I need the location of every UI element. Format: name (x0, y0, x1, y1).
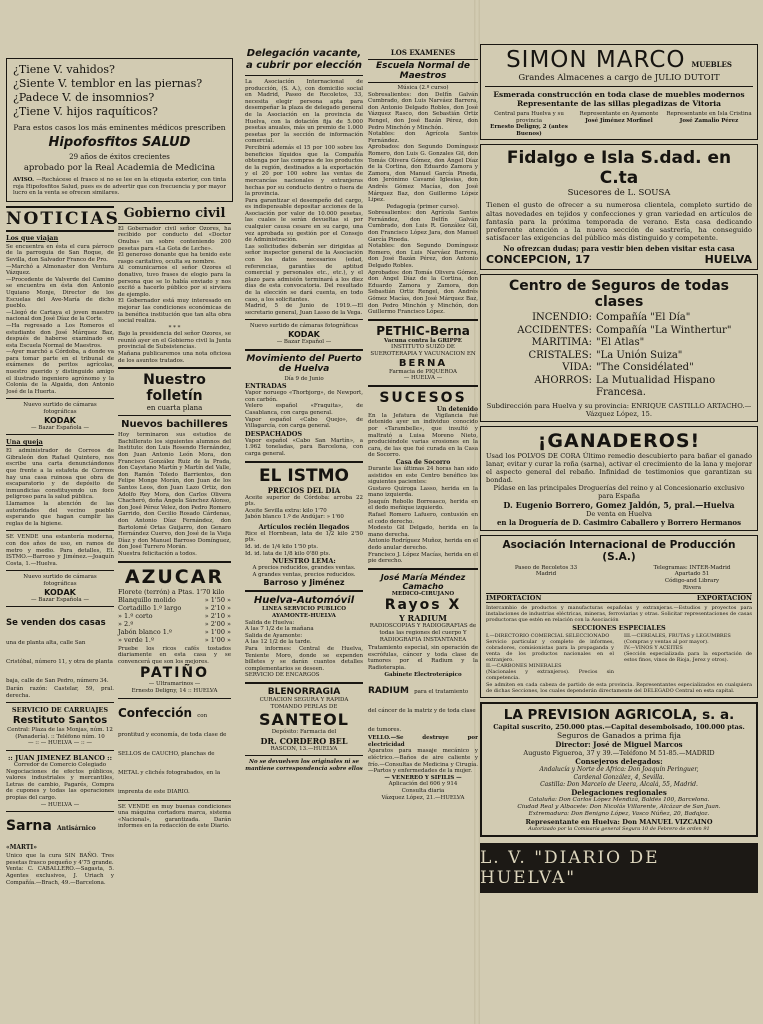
radium-block (368, 678, 478, 735)
rayos-p2: Aparatos para masaje mecánico y eléctrico.—Baños de aire caliente y frío.—Consultas de Medicina y Cirugía.—Partos y enfermedades de la mujer. (368, 748, 478, 775)
seguros-row: MARITIMA: "El Atlas" (531, 337, 645, 349)
escuela-title: Escuela Normal de Maestros (368, 59, 478, 83)
kodak2-line: Nuevo surtido de cámaras fotográficas (23, 574, 97, 587)
gobierno-column (118, 206, 231, 886)
noticias-p2: —Marchó a Almonaster don Ventura Vázquez. (6, 263, 114, 277)
fidalgo-title: Fidalgo e Isla S.dad. en C.ta (506, 148, 732, 189)
fidalgo-text: Tienen el gusto de ofrecer a su numerosa clientela, completo surtido de altas novedades en tejidos y confecciones y gran variedad en artículos de fantasía para la próxima temporada de verano. Esta casa dedicando preferente atención a la nueva sección de sastrería, ha conseguido satisfacer las exigencias del público más distinguido y competente. (486, 201, 752, 243)
ganaderos-name: D. Eugenio Borrero, Gomez Jaldón, 5, pral.—Huelva (503, 499, 735, 510)
autorizado-line: Autorizado por la Comisaría general Segura 10 de Febrero de orden 91 (528, 826, 710, 833)
tonic-ad (6, 58, 233, 202)
ganaderos-drog: en la Droguería de D. Casimiro Caballero y Borrero Hermanos (496, 517, 742, 527)
azucar-row: Blanquillo molido » 1'50 » (118, 595, 231, 604)
asociacion-ad (480, 535, 758, 698)
mendez-sub: MEDICO-CIRUJANO (391, 590, 455, 597)
venereo-text: Aplicación del 606 y 914 (388, 781, 458, 788)
rayos-p1: Tratamiento especial, sin operación de escrófulas, cáncer y toda clase de tumores por el Radium y la Radioterapia. (368, 645, 478, 671)
kodak-line: Nuevo surtido de cámaras fotográficas (23, 402, 97, 416)
gobierno-p1: El Gobernador civil señor Ozores, ha recibido por conducto del «Doctor Onuba» un sobre conteniendo 200 pesetas para «La Gota de Leche». (118, 225, 231, 252)
seguros-title: Centro de Seguros de todas clases (508, 278, 729, 311)
seguros-row: CRISTALES: "La Unión Suiza" (528, 349, 683, 361)
noticias-p3: —Procedente de Valverde del Camino se encuentra en ésta don Antonio Uquiano Monje, Director de los Escuelas del Ave-María de dicho pueblo. (6, 276, 114, 310)
sale-shelving: SE VENDE una estantería moderna, con dos años de uso, en ramos de metro y medio. Para detalles, EL ISTMO.—Barroso y Jiménez.—Joaquín Costa, 1.—Huelva. (6, 534, 114, 567)
delegacion-date: Madrid, 5 de Junio de 1919.—El secretario general, Juan Lasso de la Vega. (245, 303, 363, 316)
fidalgo-ad (480, 144, 758, 270)
seguros-sub: Subdirección para Huelva y su provincia: ENRIQUE CASTILLO ARTACHO.—Vázquez López, 15. (486, 401, 752, 418)
noticias-sub2: Una queja (6, 438, 43, 447)
berna-title: BERNA (398, 357, 448, 369)
examenes-title: LOS EXAMENES (390, 48, 456, 57)
jimenez-sub: Corredor de Comercio Colegiado (13, 762, 107, 769)
prevision-title: LA PREVISION AGRICOLA, s. a. (503, 707, 735, 724)
delegacion-p1: La Asociación Internacional de producción, (S. A.), con domicilio social en Madrid, Paseo de Recoletos, 33, necesita elegir persona apta para desempeñar la plaza de delegado general de la Asociación en la provincia de Huelva, con la dotación fija de 5.000 pesetas anuales, más un premio de 1.000 pesetas por la sección de información comercial. (245, 79, 363, 145)
simon-side: MUEBLES (691, 60, 732, 69)
azucar-row: » verde 1.º » 1'00 » (118, 635, 231, 644)
column-3 (368, 48, 478, 801)
gobierno-p3: Al comunicarnos el señor Ozores el donativo, tuvo frases de elogio para la persona que se lo había enviado y nos excitó a hacerlo público por si sirviera de ejemplo. (118, 265, 231, 298)
exportacion-label: EXPORTACION (696, 594, 752, 603)
restituto-line1: Central: Plaza de las Monjas, núm. 12 (Panadería). :: Teléfono núm. 10 (7, 727, 113, 740)
blenorragia-title: BLENORRAGIA (267, 686, 341, 697)
jimenez-name: :: JUAN JIMENEZ BLANCO :: (8, 754, 112, 763)
despachados-text: Vapor español «Cabo San Martín», a 1.962 toneladas, para Barcelona, con carga general. (245, 437, 363, 457)
istmo-arts: Rice el Hornbean, lata de 1/2 kilo 2'50 pts. Id. id. de 1/4 kilo 1'50 pts. Id. id. lata de 1/8 kilo 0'80 pts. (245, 530, 363, 557)
ganaderos-text: Usad los POLVOS DE CORA Último remedio descubierto para bañar el ganado lanar, evitar y curar la roña (sarna), activar el crecimiento de la lana y mejorar el aspecto general del rebaño. Infinidad de testimonios que garantizan su bondad. (486, 451, 752, 484)
blenorragia-sub: CURACION SEGURA Y RAPIDA TOMANDO PERLAS DE (259, 696, 349, 710)
ganaderos-venta: De venta en Huelva (586, 509, 652, 518)
noticias-p4: —Llegó de Cartaya el joven maestro nacional don José Díaz de la Corte. (6, 309, 114, 323)
istmo-prices (245, 495, 363, 521)
pethic-far: Farmacia de PIQUEROA (389, 368, 457, 375)
delegacion-p4: Las solicitudes deberán ser dirigidas al señor inspector general de la Asociación con los datos necesarios (edad, referencias, garantías de aptitud comercial y personales etc., etc.), y el plazo para admisión terminará a los diez días de esta convocatoria. Del resultado de la elección se dará cuenta, en todo caso, a los solicitantes. (245, 243, 363, 303)
azucar-row: Cortadillo 1.º largo » 2'10 » (118, 603, 231, 612)
carriage-service: SERVICIO DE CARRUAJES (11, 706, 109, 715)
jimenez-city: — HUELVA — (40, 801, 80, 808)
istmo-sub: PRECIOS DEL DIA (267, 485, 341, 495)
tonic-intro: Para estos casos los más eminentes médicos prescriben (13, 123, 226, 132)
noticias-p1: Se encuentra en ésta el cura párroco de la parroquia de San Roque, de Sevilla, don Salvador Franco de Pro. (6, 243, 114, 263)
pethic-city: — HUELVA — (403, 375, 443, 382)
noticias-sub1: Los que viajan (6, 233, 59, 242)
simon-col: Representante en Isla Cristina José Zamalio Pérez (666, 111, 752, 124)
sucesos-p1: En la Jefatura de Vigilancia fué detenido ayer un individuo conocido por «Tarambelle», que insultó y maltrató a Luisa Moreno Nieto, produciéndole varias erosiones en la cara, de las que fué curada en la Casa de Socorro. (368, 412, 478, 459)
delegaciones-label: Delegaciones regionales (571, 788, 667, 798)
sucesos-p3: Gustavo Quiroga Lasso, herida en la mano izquierda. (368, 485, 478, 499)
automovil-sub: LINEA SERVICIO PUBLICO (261, 606, 347, 613)
sucesos-p8: Francisco J. López Macías, herida en el pie derecho. (368, 551, 478, 565)
azucar-row: » 1.º corto » 2'10 » (118, 611, 231, 620)
escuela-p3: Aprobados: don Segundo Domínguez Romero, don Luis G. Gonzales Gil, don Tomás Olivera Gómez, don Ángel Díaz de la Cortina, don Eduardo Zamora y Zamora, don Manuel García Pineda, don Jerónimo Cavamé Iglesias, don Andrés Gómez Macías, don José Márquez Baz, don Guillermo López Lipez. (368, 144, 478, 204)
sarna-text: Unico que la cura SIN BAÑO. Tres pesetas frasco pequeño y 4'75 grande. (6, 853, 114, 866)
prevision-cap: Capital suscrito, 250.000 ptas.—Capital desembolsado, 100.000 ptas. (493, 723, 745, 732)
kodak-brand: KODAK (44, 415, 76, 425)
seguros-ad (480, 274, 758, 422)
sale-houses (6, 610, 114, 699)
question-2: ¿Siente V. temblor en las piernas? (13, 77, 203, 90)
bachilleres-text: Hoy terminaron sus estudios de Bachillerato los siguientes alumnos del Instituto: don Luis Rosendo Hernández, don Juan Antonio León Mora, don Francisco González Ruiz de la Prada, don Cayetano Martín y Martín del Valle, don Ramón Toledo Barrientos, don Felipe Monge Morán, don Juan de los Santos Leos, don Juan Lazo Ortiz, don Adolfo Rey Mora, don Carlos Olivera Chacheró, doña Ángela Sánchez Alonso, don José Pérez Velez, don Pedro Romero Garrido, don Cecilio Rosado Cárdenas, don Antonio Díaz Fernández, don Bartolomé Ortas Guijarro, don Genaro Hernández Cuervo, don José de la Vieja Díaz y don Manuel Barroso Domínguez, don José Turrero Morán. (118, 432, 231, 551)
ganaderos-p2: Pídase en las principales Droguerías del reino y al Concesionario exclusivo para España (493, 483, 745, 500)
musica-label: Música (2.º curso) (397, 85, 449, 91)
gabinete-label: Gabinete Electroterápico (384, 671, 462, 678)
tonic-notice (13, 177, 226, 197)
simon-text: Esmerada construcción en toda clase de muebles modernos (493, 90, 745, 99)
simon-col: Representante en Ayamonte José Jiménez Morfinel (579, 111, 659, 124)
noticias-title: NOTICIAS (6, 206, 114, 232)
mendez-title: José María Méndez Camacho (380, 572, 466, 591)
secciones-label: SECCIONES ESPECIALES (572, 624, 666, 633)
prevision-dir: Director: José de Miguel Marcos (555, 740, 683, 750)
sucesos-title: SUCESOS (379, 389, 467, 406)
asoc-right: Telegramas: INTER-Madrid Apartado 51 Código-and Library Rivera (653, 564, 731, 591)
istmo-owners: Barroso y Jiménez (263, 578, 345, 588)
column-4 (480, 44, 758, 893)
footer-banner (480, 843, 758, 893)
simon-col: Central para Huelva y su provincia Ernesto Deligny, 2 (antes Buenos) (490, 111, 568, 137)
escuela-p6: Aprobados: don Tomás Olivera Gómez, don Ángel Díaz de la Cortina, don Eduardo Zamora y Zamora, don Sebastián Ortiz Rengel, don Andrés Gómez Macías, don José Márquez Baz, don Pedro Minchón y Minchón, don Guillermo Francisco López. (368, 269, 478, 316)
sarna-venta: Venta: C. CABALLERO.—Sagasta, 5. Agentes exclusivos, J. Uriach y Compañía.—Brach, 49.—Barcelona. (6, 866, 114, 886)
sec-left: I.—DIRECTORIO COMERCIAL SELECCIONADO Servicio particular y completo de informes, cobradores, comisionistas para la propaganda y venta de los productos nacionales en el extranjero. II.—CARBONES MINERALES (Nacionales y extranjeros). Precios sin competencia. (486, 633, 614, 682)
prevision-sub: Seguros de Ganados a prima fija (557, 731, 681, 741)
noticias-column (6, 206, 120, 886)
noticias-p5: —Ha regresado a Los Romeros el estudiante don José Márquez Baz, después de haberse examinado en esta Escuela Normal de Maestros. (6, 322, 114, 349)
simon-header (485, 47, 753, 73)
jimenez-text: Negociaciones de efectos públicos, valores industriales y mercantiles, Letras de cambio, Pagarés, Compra de cupones y todas las operaciones propias del cargo. (6, 768, 114, 802)
consejeros-text: Andalucía y Norte de Africa: Don Joaquín Peringuer, Cardenal González, 4, Sevilla. Castilla: Don Marcelo de Ueera, Alcalá, 55, Madrid. (539, 766, 699, 788)
istmo-row: Aceite superior de Córdoba: arroba 22 pts. (245, 494, 363, 508)
azucar-title: AZUCAR (124, 565, 225, 588)
radium-text: para el tratamiento del cáncer de la matriz y de toda clase de tumores. (368, 689, 476, 734)
noticias-p7: El administrador de Correos de Gibraleón don Rafael Quintero, nos escribe una carta denunciándonos que frente a la estafeta de Correos hay una casa ruinosa que obra de escaparatorio y de depósito de inmundicias constituyendo un foco peligroso para la salud pública. (6, 448, 114, 501)
pethic-inst: INSTITUTO SUIZO DE SUEROTERAPIA Y VACUNACION EN (370, 344, 476, 357)
patino-title: PATIÑO (139, 665, 210, 682)
puerto-date: Día 9 de Junio (284, 375, 324, 382)
bachilleres-title: Nuevos bachilleres (121, 419, 228, 431)
simon-sub: Grandes Almacenes a cargo de JULIO DUTOIT (518, 73, 720, 83)
santeol-dr: DR. CORDERO BEL (260, 735, 348, 746)
kodak-line-2: Nuevo surtido de cámaras fotográficas (249, 323, 359, 330)
consejeros-label: Consejeros delegados: (575, 757, 663, 767)
santeol-dep: Depósito: Farmacia del (271, 729, 337, 736)
folletin-sub: en cuarta plana (146, 404, 203, 413)
tonic-product: Hipofosfitos SALUD (48, 135, 191, 150)
delegacion-title: Delegación vacante, a cubrir por elección (246, 48, 362, 71)
confeccion-ad (118, 702, 231, 797)
mendez-addr: Vázquez López, 21.—HUELVA (381, 794, 465, 801)
asoc-title: Asociación Internacional de Producción (S.A.) (502, 538, 736, 563)
folletin-title: Nuestro folletín (143, 372, 206, 405)
question-3: ¿Padece V. de insomnios? (13, 91, 155, 104)
gobierno-title: Gobierno civil (118, 206, 231, 224)
pethic-title: PETHIC-Berna (376, 323, 470, 338)
sucesos-p4: Joaquín Rebollo Borreasco, herida en el dedo meñique izquierdo. (368, 498, 478, 512)
confeccion-title: Confección (118, 705, 193, 720)
tonic-years: 29 años de éxitos crecientes (69, 153, 170, 161)
seguros-row: INCENDIO: Compañía "El Día" (532, 312, 691, 324)
vello-line: VELLO.—Se destruye por electricidad (368, 735, 478, 748)
automovil-title: Huelva-Automóvil (253, 595, 355, 607)
gobierno-p5: Bajo la presidencia del señor Ozores, se reunió ayer en el Gobierno civil la Junta provincial de Subsistencias. (118, 331, 231, 351)
bachilleres-end: Nuestra felicitación a todos. (118, 550, 197, 557)
secciones-cols (486, 633, 752, 681)
notice-text: —Rechácese el frasco si no se lee en la etiqueta exterior, con tinta roja Hipofosfitos Salud, pues es de advertir que con frecuencia y por mayor lucro en la venta se ofrecen similares. (13, 177, 227, 197)
confeccion-text: con prontitud y economía, de toda clase de SELLOS de CAUCHO, planchas de METAL y clichés fotograbados, en la imprenta de este DIARIO. (118, 712, 227, 795)
azucar-note: Pruebe los ricos cafés tostados diariamente en esta casa y se convencerá que son los mejores. (118, 645, 231, 665)
entradas-label: ENTRADAS (245, 382, 287, 391)
azucar-row: » 2.º » 2'00 » (118, 619, 231, 628)
santeol-title: SANTEOL (259, 710, 349, 730)
vende-machine: SE VENDE en muy buenas condiciones una máquina cortadora marca, sistema «Nacional», garantizada. Darán informes en la redacción de este Diario. (118, 803, 231, 830)
gobierno-p6: Mañana publicaremos una nota oficiosa de los asuntos tratados. (118, 351, 231, 364)
kodak-brand-2: KODAK (288, 329, 320, 339)
kodak-addr: — Bazar Española — (31, 424, 89, 431)
istmo-title: EL ISTMO (259, 465, 349, 486)
ganaderos-title: ¡GANADEROS! (537, 429, 701, 452)
istmo-lema-text: A precios reducidos, grandes ventas. A grandes ventas, precios reducidos. (252, 565, 356, 578)
noticias-p6: —Ayer marchó a Córdoba, a donde va para tomar parte en el tribunal de exámenes de peritos agrícolas, nuestro querido y distinguido amigo el ilustrado ingeniero agrónomo y la Colonia de la Algaida, don Antonio José de la Huerta. (6, 349, 114, 395)
escuela-p1: Sobresalientes: don Delfín Galván Cumbrado, don Luis Narváez Barrera, don Antonio Delgado Robles, don José Vázquez Rasco, don Sebastián Ortiz Rengel, don José Bazán Pérez, don Pedro Minchón y Minchón. (368, 91, 478, 131)
istmo-row: Jabón blanco 1.º de Andújar: » 1'60 (245, 514, 344, 521)
azucar-price-list (118, 588, 231, 644)
prevision-dir-addr: Augusto Figueroa, 37 y 39.—Teléfono M 51-85.—MADRID (523, 749, 715, 758)
notice-label: AVISO. (13, 177, 35, 183)
kodak-addr-2: — Bazar Español — (276, 338, 332, 345)
gobierno-p4: El Gobernador está muy interesado en mejorar las condiciones económicas de la benéfica institución que tan alta obra social realiza. (118, 298, 231, 325)
rayos-text: RADIOSCOPIAS Y RADIOGRAFIAS de todas las regiones del cuerpo Y RADIOGRAFIA INSTANTANEA (369, 623, 477, 643)
santeol-addr: RASCON, 13.—HUELVA (270, 745, 338, 752)
fidalgo-note: No ofrezcan dudas; para vestir bien deben visitar esta casa (503, 244, 735, 254)
column-1 (6, 58, 233, 886)
automovil-route: AYAMONTE-HUELVA (272, 613, 336, 620)
venereo-label: — VENEREO Y SIFILIS — (384, 774, 462, 781)
fidalgo-addr: CONCEPCION, 17 (486, 253, 591, 267)
puerto-title: Movimiento del Puerto de Huelva (246, 353, 362, 374)
noticias-p8: Llamamos la atención de las autoridades del vecino pueblo esperando que hagan cumplir las reglas de la higiene. (6, 500, 114, 527)
asoc-left: Paseo de Recoletos 33 Madrid (514, 564, 578, 578)
escuela-p5: Notables: don Segundo Domínguez Romero, don Luis Narváez Barrera, don José Bazán Pérez, don Antonio Delgado Robles. (368, 243, 478, 270)
restituto-name: Restituto Santos (12, 715, 108, 727)
seguros-row: AHORROS: La Mutualidad Hispano Francesa. (534, 374, 716, 399)
sucesos-p6: Modesto Gil Delgado, herida en la mano derecha. (368, 525, 478, 538)
tonic-questions (13, 63, 226, 119)
delegacion-p2: Percibirá además el 15 por 100 sobre los beneficios líquidos que la Compañía obtenga por las compras de los productos de la región, destinados a la exportación y el 20 por 100 sobre las ventas de mercancías nacionales y extranjeras hechas por su conducto dentro o fuera de la provincia. (245, 144, 363, 198)
ganaderos-ad (480, 426, 758, 531)
pedagogia-label: Pedagogía (primer curso). (386, 203, 460, 210)
consulta-label: Consulta diaria (401, 787, 445, 794)
detenido-label: Un detenido (436, 405, 478, 413)
restituto-line2: — :: — HUELVA — :: — (28, 740, 92, 747)
escuela-p4: Sobresalientes: don Agrícola Santos Fernández, don Delfín Galván Cumbrado, don Luis R. González Gil, don Francisco López Jara, don Manuel García Pineda. (368, 210, 478, 243)
automovil-text: Salida de Huelva: A las 7 1/2 de la mañana Salida de Ayamonte: A las 12 1/2 de la tarde. Para informes: Central de Huelva, Teniente Moro, donde se expenden billetes y se darán cuantos detalles complementarios se deseen. SERVICIO DE ENCARGOS (245, 619, 363, 679)
sarna-brand: Antisárnico «MARTI» (6, 825, 96, 852)
sale-houses-info: Darán razón: Castelar, 59, pral. derecha. (6, 686, 114, 699)
sec-right: III.—CEREALES, FRUTAS y LEGUMBRES (Compras y ventas al por mayor). IV.—VINOS Y ACEITES (Sección especializada para la exportación de estos finos, vinos de Rioja, Jerez y otros). (624, 633, 752, 664)
no-return-note: No se devuelven los originales ni se mantiene correspondencia sobre ellos (245, 759, 363, 772)
sarna-ad (6, 815, 114, 886)
importacion-label: IMPORTACION (486, 594, 542, 603)
question-4: ¿Tiene V. hijos raquíticos? (13, 105, 158, 118)
kodak2-addr: — Bazar Española — (31, 596, 89, 603)
simon-cols (485, 111, 753, 137)
column-2 (245, 48, 363, 773)
col1-split (6, 206, 233, 886)
sale-houses-title: Se venden dos casas (6, 618, 106, 629)
sale-houses-text: una de planta alta, calle San Cristóbal, número 11, y otra de planta baja, calle de San Pedro, número 34. (6, 640, 113, 685)
asoc-contact (486, 565, 752, 591)
radium-title: Y RADIUM (399, 613, 447, 624)
question-1: ¿Tiene V. vahidos? (13, 63, 115, 76)
rayos-title: Rayos X (384, 597, 462, 614)
entradas-text: Vapor noruego «Thorbjorg», de Newport, con carbón. Velero español «Fraquita», de Casablanca, con carga general. Vapor español «Cabo Quejo», de Villagarcía, con carga general. (245, 390, 363, 430)
asoc-foot: Se admiten en cada cabeza de partido de esta provincia. Representantes especializados en cualquiera de dichas Secciones, los cuales dependerán directamente del DELEGADO Central en esta capital. (486, 682, 752, 695)
casa-socorro-label: Casa de Socorro (395, 458, 451, 466)
sucesos-p7: Antonio Rodríguez Muñoz, herida en el dedo anular derecho. (368, 538, 478, 552)
simon-rep: Representante de las sillas plegadizas de Vitoria (517, 99, 721, 108)
delegacion-p3: Para garantizar el desempeño del cargo, es indispensable depositar acciones de la Asociación por valor de 10.000 pesetas, las cuales le serán devueltas si por cualquier causa cesare en su cargo, una vez aprobada su gestión por el Consejo de Administración. (245, 197, 363, 244)
istmo-lema: NUESTRO LEMA: (272, 557, 336, 566)
despachados-label: DESPACHADOS (245, 429, 303, 438)
sucesos-p5: Rafael Romero Lafuero, contusión en el codo derecho. (368, 512, 478, 525)
tonic-approval: aprobado por la Real Academia de Medicina (23, 163, 216, 173)
radium-word: RADIUM (368, 686, 409, 697)
simon-marco-ad (480, 44, 758, 140)
seguros-list (486, 312, 752, 400)
asoc-imp-exp (486, 593, 752, 603)
istmo-art: Artículos recién llegados (258, 522, 350, 531)
azucar-row: Florete (terrón) a Ptas. 1'70 kilo (118, 587, 225, 596)
azucar-row: Jabón blanco 1.º » 1'00 » (118, 627, 231, 636)
escuela-p2: Notables: don Agrícola Santos Fernández. (368, 131, 478, 144)
representante-line: Representante en Huelva: Don MANUEL VIZCAINO (525, 818, 713, 827)
gobierno-stars: * * * (168, 324, 181, 331)
patino-addr: Ernesto Deligny, 14 :: HUELVA (131, 687, 218, 694)
gobierno-p2: El generoso donante que ha tenido este rasgo caritativo, oculta su nombre. (118, 252, 231, 265)
fidalgo-city: HUELVA (704, 253, 752, 267)
prevision-ad (480, 702, 758, 837)
sucesos-p2: Durante las últimas 24 horas han sido asistidos en este Centro benéfico los siguientes pacientes: (368, 465, 478, 486)
fidalgo-address (486, 253, 752, 266)
seguros-row: VIDA: "The Considélated" (562, 362, 694, 374)
patino-sub: — Ultramarinos — (148, 681, 201, 688)
seguros-row: ACCIDENTES: Compañía "La Winthertur" (517, 324, 732, 336)
sarna-title: Sarna (6, 818, 52, 835)
asoc-text: Intercambio de productos y manufacturas españolas y extranjeras.—Estudios y proyectos para instalaciones de industrias eléctricas, mineras, ferroviarias y otras. Solicitar representaciones de casas productoras que estén en relación con la Asociación (486, 605, 752, 624)
delegaciones-text: Cataluña: Don Carlos López Mendizá, Baldés 100, Barcelona. Ciudad Real y Albacete: Don Nicolás Villarente, Alcázar de San Juan. Extremadura: Don Benigno López, Vasco Núñez, 20, Badajoz. (517, 797, 721, 818)
simon-title: SIMON MARCO (506, 47, 686, 73)
kodak2-brand: KODAK (44, 587, 76, 597)
pethic-sub: Vacuna contra la GRIPPE (384, 337, 462, 344)
istmo-row: Aceite Sevilla extra: kilo 1'70 (245, 507, 327, 514)
footer-banner-text: L. V. "DIARIO DE HUELVA" (480, 848, 660, 889)
fidalgo-sub: Sucesores de L. SOUSA (567, 188, 671, 199)
